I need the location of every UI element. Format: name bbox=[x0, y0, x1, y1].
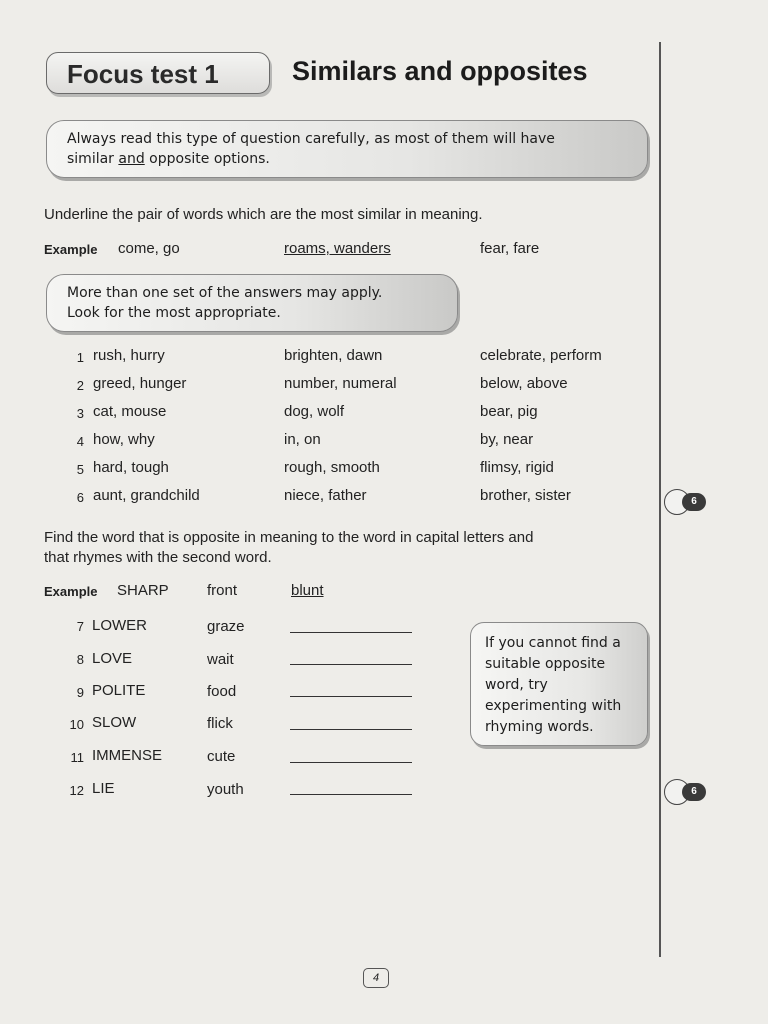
item-number: 2 bbox=[76, 378, 84, 393]
item-capital-word: SLOW bbox=[92, 714, 137, 731]
section2-instruction-line1: Find the word that is opposite in meaning to the word in capital letters and bbox=[44, 529, 534, 546]
item-number: 5 bbox=[76, 462, 84, 477]
item-option-c[interactable]: by, near bbox=[480, 431, 534, 448]
answer-blank[interactable] bbox=[290, 762, 412, 763]
score-marker-section1 bbox=[664, 491, 708, 513]
section2-example-rhyme: front bbox=[207, 582, 238, 599]
tip2-line2: Look for the most appropriate. bbox=[67, 305, 281, 321]
item-option-a[interactable]: rush, hurry bbox=[93, 347, 165, 364]
item-capital-word: POLITE bbox=[92, 682, 146, 699]
item-capital-word: LIE bbox=[92, 780, 115, 797]
answer-blank[interactable] bbox=[290, 696, 412, 697]
section1-example-answer: roams, wanders bbox=[284, 240, 391, 257]
item-rhyme-word: graze bbox=[207, 618, 245, 635]
item-option-b[interactable]: dog, wolf bbox=[284, 403, 345, 420]
item-rhyme-word: youth bbox=[207, 781, 244, 798]
item-number: 1 bbox=[76, 350, 84, 365]
item-number: 12 bbox=[69, 783, 84, 798]
item-rhyme-word: food bbox=[207, 683, 237, 700]
item-capital-word: LOVE bbox=[92, 650, 133, 667]
item-number: 9 bbox=[76, 685, 84, 700]
item-option-c[interactable]: celebrate, perform bbox=[480, 347, 602, 364]
item-rhyme-word: wait bbox=[207, 651, 234, 668]
item-option-a[interactable]: aunt, grandchild bbox=[93, 487, 200, 504]
section1-example-a: come, go bbox=[118, 240, 180, 257]
item-option-a[interactable]: how, why bbox=[93, 431, 155, 448]
item-number: 6 bbox=[76, 490, 84, 505]
item-option-c[interactable]: below, above bbox=[480, 375, 568, 392]
tip-callout-2 bbox=[46, 274, 458, 332]
item-capital-word: IMMENSE bbox=[92, 747, 163, 764]
test-label: Focus test 1 bbox=[67, 59, 219, 89]
section1-instruction: Underline the pair of words which are the most similar in meaning. bbox=[44, 206, 483, 223]
tip-callout-1 bbox=[46, 120, 648, 178]
item-option-a[interactable]: hard, tough bbox=[93, 459, 169, 476]
tip1-emphasis: and bbox=[118, 151, 145, 167]
item-option-b[interactable]: brighten, dawn bbox=[284, 347, 383, 364]
answer-blank[interactable] bbox=[290, 632, 412, 633]
test-label-box bbox=[46, 52, 270, 94]
item-option-c[interactable]: brother, sister bbox=[480, 487, 571, 504]
score-value: 6 bbox=[682, 783, 706, 801]
tip2-line1: More than one set of the answers may apply. bbox=[67, 285, 383, 301]
item-capital-word: LOWER bbox=[92, 617, 148, 634]
item-number: 7 bbox=[76, 619, 84, 634]
section1-example-label: Example bbox=[44, 242, 98, 257]
item-number: 8 bbox=[76, 652, 84, 667]
tip-callout-3 bbox=[470, 622, 648, 746]
score-value: 6 bbox=[682, 493, 706, 511]
item-rhyme-word: cute bbox=[207, 748, 236, 765]
item-number: 4 bbox=[76, 434, 84, 449]
section1-example-c: fear, fare bbox=[480, 240, 540, 257]
item-option-b[interactable]: number, numeral bbox=[284, 375, 397, 392]
section2-example-answer: blunt bbox=[291, 582, 324, 599]
page-number: 4 bbox=[363, 968, 389, 988]
item-number: 11 bbox=[70, 750, 84, 765]
tip1-line2c: opposite options. bbox=[144, 151, 270, 167]
score-marker-section2 bbox=[664, 781, 708, 803]
tip1-line2a: similar bbox=[67, 151, 119, 167]
answer-blank[interactable] bbox=[290, 794, 412, 795]
tip1-line1: Always read this type of question carefully, as most of them will have bbox=[67, 131, 555, 147]
section2-example-label: Example bbox=[44, 584, 98, 599]
item-option-c[interactable]: flimsy, rigid bbox=[480, 459, 554, 476]
item-option-a[interactable]: cat, mouse bbox=[93, 403, 167, 420]
page-title: Similars and opposites bbox=[292, 56, 588, 86]
section2-instruction-line2: that rhymes with the second word. bbox=[44, 549, 272, 566]
item-option-c[interactable]: bear, pig bbox=[480, 403, 538, 420]
item-option-a[interactable]: greed, hunger bbox=[93, 375, 187, 392]
item-rhyme-word: flick bbox=[207, 715, 233, 732]
answer-blank[interactable] bbox=[290, 664, 412, 665]
item-number: 3 bbox=[76, 406, 84, 421]
item-number: 10 bbox=[69, 717, 84, 732]
answer-blank[interactable] bbox=[290, 729, 412, 730]
item-option-b[interactable]: niece, father bbox=[284, 487, 367, 504]
section2-example-word: SHARP bbox=[117, 582, 169, 599]
tip3-text: If you cannot find a suitable opposite word, try experimenting with rhyming words. bbox=[485, 635, 622, 735]
item-option-b[interactable]: in, on bbox=[284, 431, 321, 448]
item-option-b[interactable]: rough, smooth bbox=[284, 459, 380, 476]
margin-rule bbox=[659, 42, 661, 957]
